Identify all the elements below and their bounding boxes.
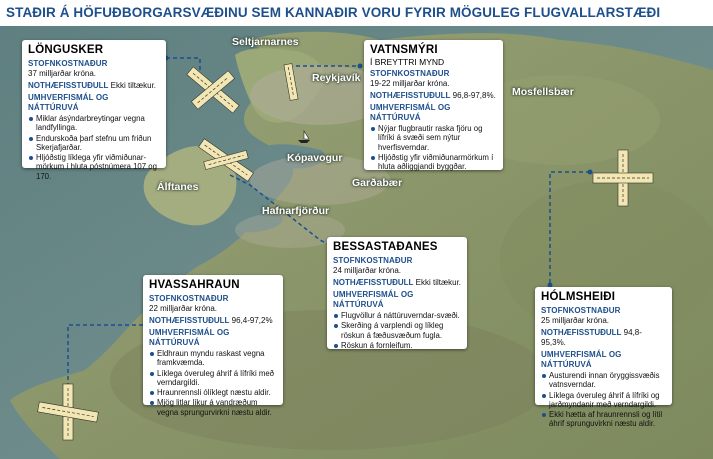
usability-row (370, 91, 497, 101)
env-list (333, 311, 461, 350)
list-item: Mjög litlar líkur á vandræðum vegna sprungurvirkni næstu aldir. (149, 398, 277, 417)
env-list (370, 124, 497, 171)
usability-value: 96,8-97,8%. (452, 91, 496, 100)
cost-label: STOFNKOSTNAÐUR (28, 59, 108, 68)
place-kopavogur: Kópavogur (287, 152, 343, 164)
boat-icon (296, 130, 312, 144)
cost-label: STOFNKOSTNAÐUR (149, 294, 229, 303)
usability-row (541, 328, 666, 348)
list-item: Eldhraun myndu raskast vegna framkvæmda. (149, 349, 277, 368)
list-item: Líklega óveruleg áhrif á lífríki og jarðmyndanir með verndargildi. (541, 391, 666, 410)
usability-value: Ekki tiltækur. (415, 278, 462, 287)
place-seltjarnarnes: Seltjarnarnes (232, 36, 299, 48)
cost-value: 37 milljarðar króna. (28, 69, 97, 78)
cost-label: STOFNKOSTNAÐUR (370, 69, 450, 78)
usability-row (28, 81, 160, 91)
site-name: VATNSMÝRI (370, 44, 438, 56)
site-name: BESSASTAÐANES (333, 241, 438, 253)
env-list (541, 371, 666, 429)
usability-value: 96,4-97,2% (231, 316, 273, 325)
list-item: Nýjar flugbrautir raska fjöru og lífríki á svæði sem nýtur hverfisverndar. (370, 124, 497, 152)
usability-label: NOTHÆFISSTUÐULL (370, 91, 451, 100)
list-item: Ekki hætta af hraunrennsli og lítil áhrif sprunguvirkni næstu aldir. (541, 410, 666, 429)
cost-value: 24 milljarðar króna. (333, 266, 402, 275)
site-box-hvassahraun (143, 275, 283, 417)
env-list (28, 114, 160, 181)
list-item: Skerðing á varplendi og líkleg röskun á fæðusvæðum fugla. (333, 321, 461, 340)
env-label: UMHVERFISMÁL OG NÁTTÚRUVÁ (149, 328, 230, 347)
usability-value: 94,8-95,3%. (541, 328, 642, 347)
list-item: Flugvöllur á náttúruverndar-svæði. (333, 311, 461, 320)
place-gardabaer: Garðabær (352, 177, 403, 189)
cost-value: 19-22 milljarðar króna. (370, 79, 450, 88)
site-box-holmsheidi (535, 287, 672, 429)
cost-value: 22 milljarðar króna. (149, 304, 218, 313)
env-list (149, 349, 277, 417)
list-item: Miklar ásýndarbreytingar vegna landfyllinga. (28, 114, 160, 133)
usability-label: NOTHÆFISSTUÐULL (149, 316, 230, 325)
cost-label: STOFNKOSTNAÐUR (333, 256, 413, 265)
site-name: HÓLMSHEIÐI (541, 291, 616, 303)
list-item: Endurskoða þarf stefnu um friðun Skerjafjarðar. (28, 134, 160, 153)
list-item: Líklega óveruleg áhrif á lífríki með verndargildi. (149, 369, 277, 388)
env-label: UMHVERFISMÁL OG NÁTTÚRUVÁ (28, 93, 109, 112)
usability-row (149, 316, 277, 326)
list-item: Röskun á fornleifum. (333, 341, 461, 350)
env-label: UMHVERFISMÁL OG NÁTTÚRUVÁ (541, 350, 622, 369)
usability-row (333, 278, 461, 288)
site-name: HVASSAHRAUN (149, 279, 240, 291)
page-title: STAÐIR Á HÖFUÐBORGARSVÆÐINU SEM KANNAÐIR VORU FYRIR MÖGULEG FLUGVALLARSTÆÐI (6, 5, 661, 20)
env-label: UMHVERFISMÁL OG NÁTTÚRUVÁ (333, 290, 414, 309)
place-alftanes: Álftanes (157, 181, 199, 193)
place-reykjavik: Reykjavík (312, 72, 361, 84)
list-item: Austurendi innan öryggissvæðis vatnsverndar. (541, 371, 666, 390)
place-mosfellsbaer: Mosfellsbær (512, 86, 574, 98)
usability-label: NOTHÆFISSTUÐULL (541, 328, 622, 337)
list-item: Hljóðstig líklega yfir viðmiðunar-mörkum í hluta póstnúmera 107 og 170. (28, 153, 160, 181)
site-subtitle: Í BREYTTRI MYND (370, 57, 445, 67)
list-item: Hraunrennsli ólíklegt næstu aldir. (149, 388, 277, 397)
list-item: Hljóðstig yfir viðmiðunarmörkum í hluta aðliggjandi byggðar. (370, 153, 497, 172)
env-label: UMHVERFISMÁL OG NÁTTÚRUVÁ (370, 103, 451, 122)
cost-label: STOFNKOSTNAÐUR (541, 306, 621, 315)
usability-label: NOTHÆFISSTUÐULL (333, 278, 414, 287)
place-hafnarfjordur: Hafnarfjörður (262, 205, 330, 217)
site-box-longusker (22, 40, 166, 181)
cost-value: 25 milljarðar króna. (541, 316, 610, 325)
site-name: LÖNGUSKER (28, 44, 104, 56)
usability-label: NOTHÆFISSTUÐULL (28, 81, 109, 90)
site-box-vatnsmyri (364, 40, 503, 170)
usability-value: Ekki tiltækur. (110, 81, 157, 90)
header-bar (0, 0, 713, 26)
site-box-bessastadanes (327, 237, 467, 349)
